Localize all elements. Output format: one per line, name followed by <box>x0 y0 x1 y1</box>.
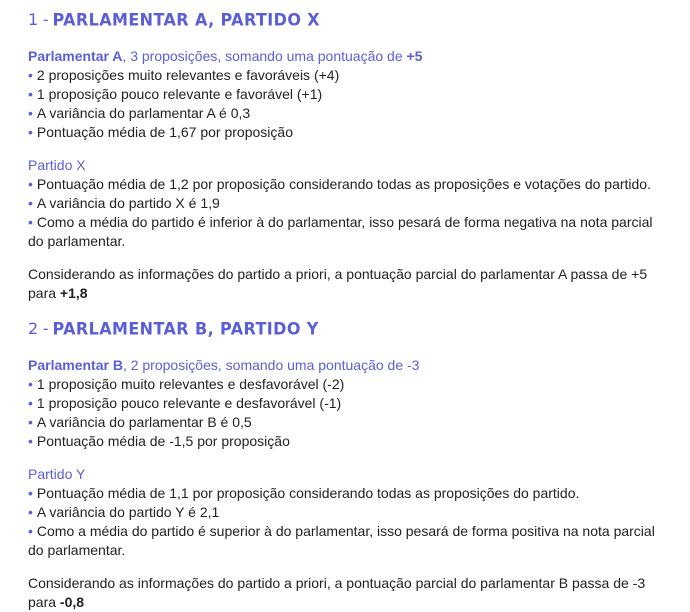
list-item-text: Como a média do partido é superior à do parlamentar, isso pesará de forma positiva na nota parcial do parlamentar. <box>28 523 655 558</box>
partido-name: Partido Y <box>28 466 86 482</box>
parlamentar-summary: , 3 proposições, somando uma pontuação de <box>122 48 407 64</box>
bullet-icon: • <box>28 214 33 230</box>
list-item-text: 1 proposição pouco relevante e favorável (+1) <box>36 86 323 102</box>
list-item-text: Como a média do partido é inferior à do parlamentar, isso pesará de forma negativa na nota parcial do parlamentar. <box>28 214 653 249</box>
conclusion-text: Considerando as informações do partido a priori, a pontuação parcial do parlamentar A passa de +5 para <box>28 266 648 301</box>
list-item <box>28 503 662 522</box>
bullet-icon: • <box>28 414 33 430</box>
parlamentar-block <box>28 47 662 142</box>
list-item-text: A variância do parlamentar B é 0,5 <box>36 414 252 430</box>
list-item <box>28 522 662 560</box>
list-item-text: Pontuação média de 1,2 por proposição considerando todas as proposições e votações do partido. <box>36 176 651 192</box>
section-number: 2 <box>28 319 39 338</box>
section-heading <box>28 319 662 338</box>
conclusion <box>28 265 662 303</box>
list-item <box>28 85 662 104</box>
list-item-text: A variância do partido X é 1,9 <box>36 195 220 211</box>
bullet-icon: • <box>28 433 33 449</box>
list-item <box>28 175 662 194</box>
bullet-icon: • <box>28 195 33 211</box>
list-item <box>28 375 662 394</box>
section-parlamentar-b <box>28 319 662 612</box>
partido-name: Partido X <box>28 157 86 173</box>
section-title: PARLAMENTAR A, PARTIDO X <box>52 9 321 30</box>
parlamentar-summary: , 2 proposições, somando uma pontuação de -3 <box>122 357 420 373</box>
section-separator: - <box>42 10 49 29</box>
conclusion-text: Considerando as informações do partido a priori, a pontuação parcial do parlamentar B passa de -3 para <box>28 575 646 610</box>
list-item <box>28 66 662 85</box>
bullet-icon: • <box>28 86 33 102</box>
bullet-icon: • <box>28 124 33 140</box>
section-title: PARLAMENTAR B, PARTIDO Y <box>52 318 319 339</box>
conclusion-value: -0,8 <box>59 594 85 610</box>
list-item-text: Pontuação média de 1,1 por proposição considerando todas as proposições do partido. <box>36 485 580 501</box>
list-item <box>28 432 662 451</box>
list-item-text: Pontuação média de -1,5 por proposição <box>36 433 290 449</box>
section-separator: - <box>42 319 49 338</box>
partido-block <box>28 465 662 560</box>
bullet-icon: • <box>28 523 33 539</box>
conclusion-value: +1,8 <box>59 285 88 301</box>
section-number: 1 <box>28 10 39 29</box>
list-item <box>28 194 662 213</box>
list-item-text: Pontuação média de 1,67 por proposição <box>36 124 293 140</box>
list-item-text: 1 proposição pouco relevante e desfavorável (-1) <box>36 395 342 411</box>
bullet-icon: • <box>28 485 33 501</box>
list-item <box>28 104 662 123</box>
bullet-icon: • <box>28 176 33 192</box>
partido-block <box>28 156 662 251</box>
list-item-text: 2 proposições muito relevantes e favoráveis (+4) <box>36 67 340 83</box>
list-item <box>28 413 662 432</box>
parlamentar-lead <box>28 356 662 375</box>
bullet-icon: • <box>28 105 33 121</box>
bullet-icon: • <box>28 504 33 520</box>
list-item <box>28 123 662 142</box>
parlamentar-lead <box>28 47 662 66</box>
parlamentar-name: Parlamentar B <box>28 357 123 373</box>
bullet-icon: • <box>28 395 33 411</box>
parlamentar-name: Parlamentar A <box>28 48 123 64</box>
list-item <box>28 213 662 251</box>
list-item-text: A variância do partido Y é 2,1 <box>36 504 220 520</box>
bullet-icon: • <box>28 67 33 83</box>
conclusion <box>28 574 662 612</box>
bullet-icon: • <box>28 376 33 392</box>
list-item-text: A variância do parlamentar A é 0,3 <box>36 105 251 121</box>
list-item <box>28 484 662 503</box>
section-heading <box>28 10 662 29</box>
list-item <box>28 394 662 413</box>
parlamentar-score: +5 <box>406 48 423 64</box>
section-parlamentar-a <box>28 10 662 303</box>
list-item-text: 1 proposição muito relevantes e desfavorável (-2) <box>36 376 345 392</box>
parlamentar-block <box>28 356 662 451</box>
